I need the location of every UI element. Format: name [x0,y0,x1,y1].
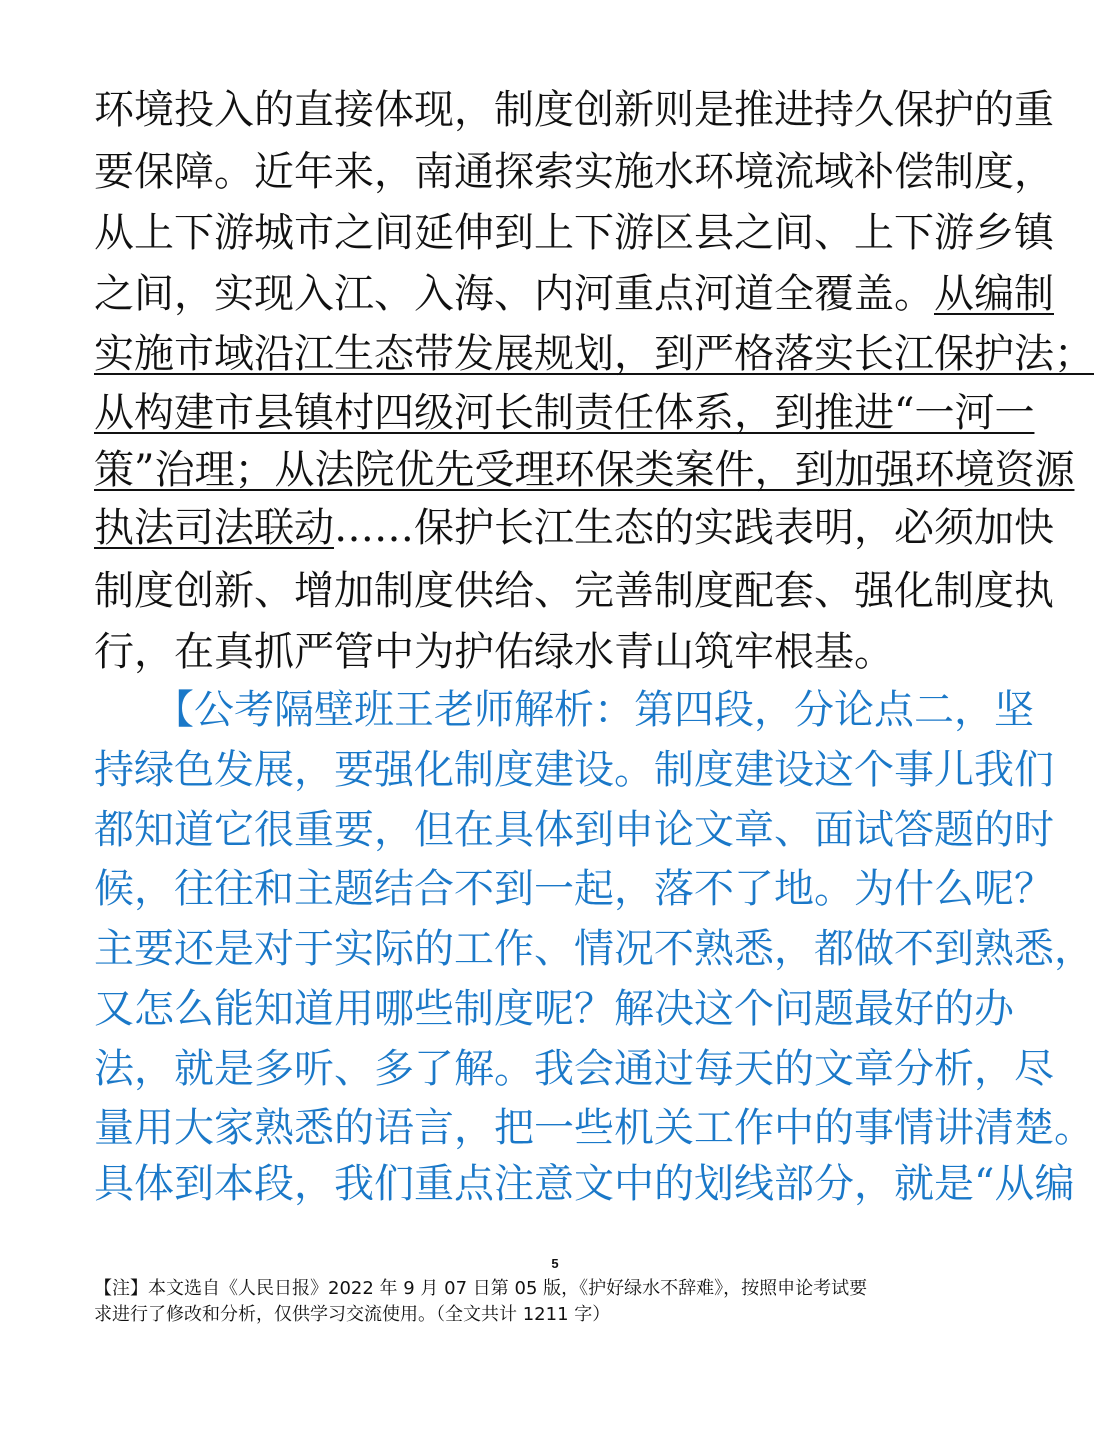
analysis-line-2: 持绿色发展，要强化制度建设。制度建设这个事儿我们 [94,747,1054,793]
body-text: 行，在真抓严管中为护佑绿水青山筑牢根基。 [94,629,894,675]
body-text: 之间，实现入江、入海、内河重点河道全覆盖。 [94,271,934,317]
body-text: 要保障。近年来，南通探索实施水环境流域补偿制度， [94,149,1054,195]
underlined-text: 实施市域沿江生态带发展规划，到严格落实长江保护法； [94,331,1094,377]
analysis-line-3: 都知道它很重要，但在具体到申论文章、面试答题的时 [94,807,1054,853]
underlined-text: 从编制 [934,271,1054,317]
analysis-line-6: 又怎么能知道用哪些制度呢？解决这个问题最好的办 [94,986,1014,1032]
body-line-9 [94,563,1054,619]
body-text: 从上下游城市之间延伸到上下游区县之间、上下游乡镇 [94,210,1054,256]
footnote-line-2: 求进行了修改和分析，仅供学习交流使用。（全文共计 1211 字） [94,1304,611,1325]
body-text: 制度创新、增加制度供给、完善制度配套、强化制度执 [94,568,1054,614]
body-line-8 [94,500,1054,556]
body-line-7 [94,442,1075,498]
body-line-10 [94,624,994,680]
underlined-text: 执法司法联动 [94,505,334,551]
body-line-6 [94,385,1035,441]
body-line-3 [94,205,1054,261]
analysis-line-1: 【公考隔壁班王老师解析：第四段，分论点二，坚 [94,687,1034,733]
body-text: 环境投入的直接体现，制度创新则是推进持久保护的重 [94,87,1054,133]
underlined-text: 策”治理；从法院优先受理环保类案件，到加强环境资源 [94,447,1075,493]
body-text: ……保护长江生态的实践表明，必须加快 [334,505,1054,551]
body-line-2 [94,144,1054,200]
footnote-line-1: 【注】本文选自《人民日报》2022 年 9 月 07 日第 05 版，《护好绿水不辞难》，按照申论考试要 [94,1278,868,1299]
underlined-text: 从构建市县镇村四级河长制责任体系，到推进“一河一 [94,390,1035,436]
page-number: 5 [551,1256,559,1271]
analysis-line-5: 主要还是对于实际的工作、情况不熟悉，都做不到熟悉， [94,926,1094,972]
body-line-5 [94,326,1094,382]
analysis-line-9: 具体到本段，我们重点注意文中的划线部分，就是“从编 [94,1161,1075,1207]
analysis-line-8: 量用大家熟悉的语言，把一些机关工作中的事情讲清楚。 [94,1105,1094,1151]
body-line-1 [94,82,1054,138]
analysis-line-4: 候，往往和主题结合不到一起，落不了地。为什么呢？ [94,866,1054,912]
body-line-4 [94,266,1054,322]
analysis-line-7: 法，就是多听、多了解。我会通过每天的文章分析，尽 [94,1046,1054,1092]
